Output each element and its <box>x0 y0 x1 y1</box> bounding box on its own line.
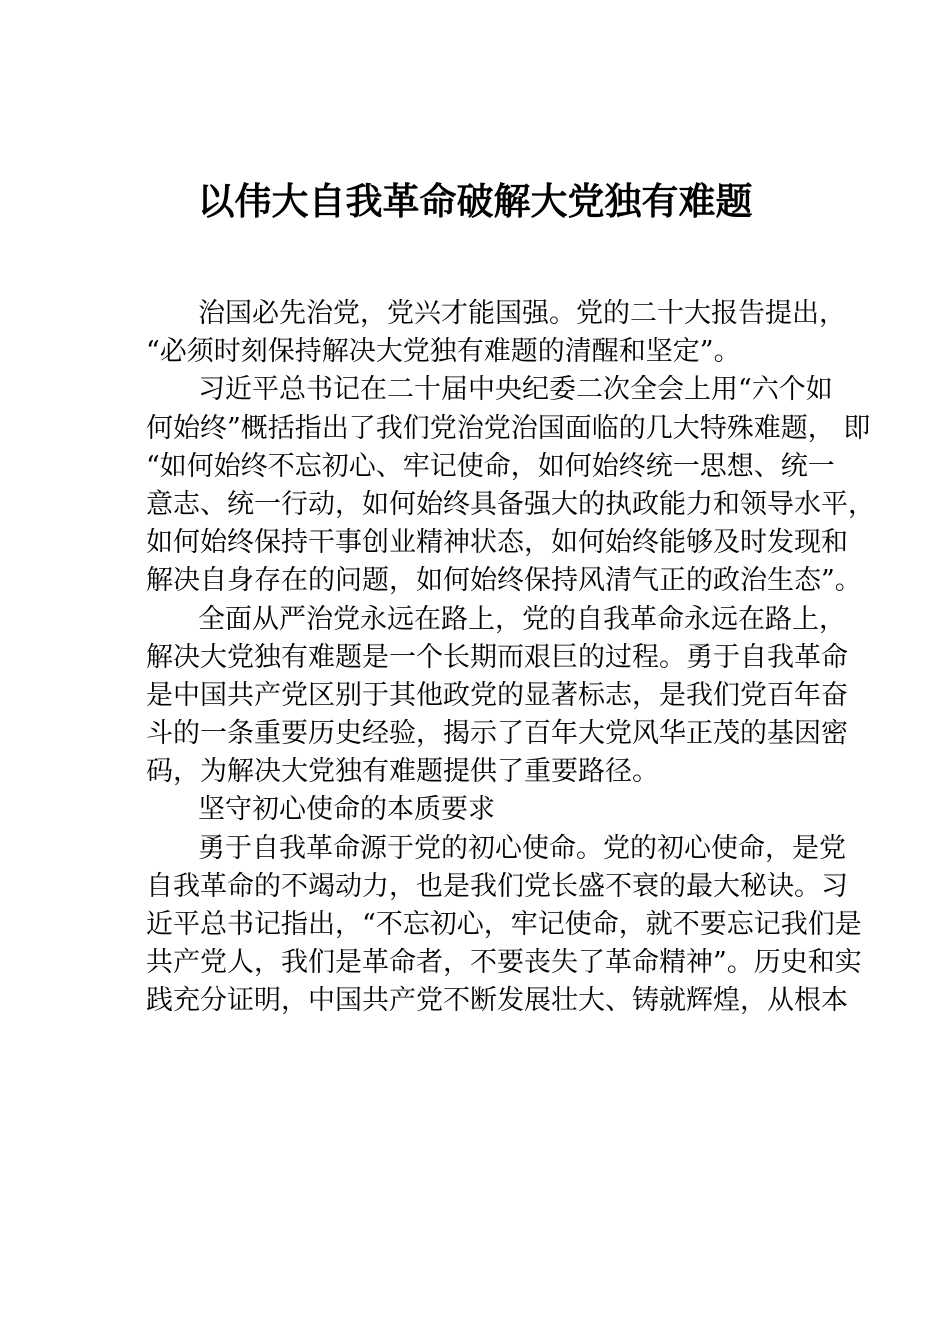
body-line: 全面从严治党永远在路上，党的自我革命永远在路上， <box>198 603 846 635</box>
body-line: 践充分证明，中国共产党不断发展壮大、铸就辉煌，从根本 <box>146 985 848 1017</box>
body-line: 治国必先治党，党兴才能国强。党的二十大报告提出， <box>198 298 846 329</box>
body-line: 何始终”概括指出了我们党治党治国面临的几大特殊难题， 即 <box>146 412 871 444</box>
body-line: 码，为解决大党独有难题提供了重要路径。 <box>146 756 659 788</box>
document-body <box>146 295 875 1021</box>
body-line: 意志、统一行动，如何始终具备强大的执政能力和领导水平， <box>146 488 875 520</box>
body-line: “必须时刻保持解决大党独有难题的清醒和坚定”。 <box>146 336 741 368</box>
document-title: 以伟大自我革命破解大党独有难题 <box>197 179 753 223</box>
body-line: 近平总书记指出，“不忘初心，牢记使命，就不要忘记我们是 <box>146 909 862 940</box>
body-line: “如何始终不忘初心、牢记使命，如何始终统一思想、统一 <box>146 450 835 482</box>
body-line: 解决大党独有难题是一个长期而艰巨的过程。勇于自我革命 <box>146 641 848 673</box>
section-heading: 坚守初心使命的本质要求 <box>198 794 495 826</box>
body-line: 勇于自我革命源于党的初心使命。党的初心使命，是党 <box>198 832 846 864</box>
body-line: 共产党人，我们是革命者，不要丧失了革命精神”。历史和实 <box>146 947 862 979</box>
body-line: 如何始终保持干事创业精神状态，如何始终能够及时发现和 <box>146 527 848 559</box>
body-line: 解决自身存在的问题，如何始终保持风清气正的政治生态”。 <box>146 565 862 597</box>
body-line: 是中国共产党区别于其他政党的显著标志，是我们党百年奋 <box>146 679 848 711</box>
body-line: 习近平总书记在二十届中央纪委二次全会上用“六个如 <box>198 374 833 406</box>
body-line: 自我革命的不竭动力，也是我们党长盛不衰的最大秘诀。习 <box>146 870 848 902</box>
body-line: 斗的一条重要历史经验，揭示了百年大党风华正茂的基因密 <box>146 718 848 750</box>
